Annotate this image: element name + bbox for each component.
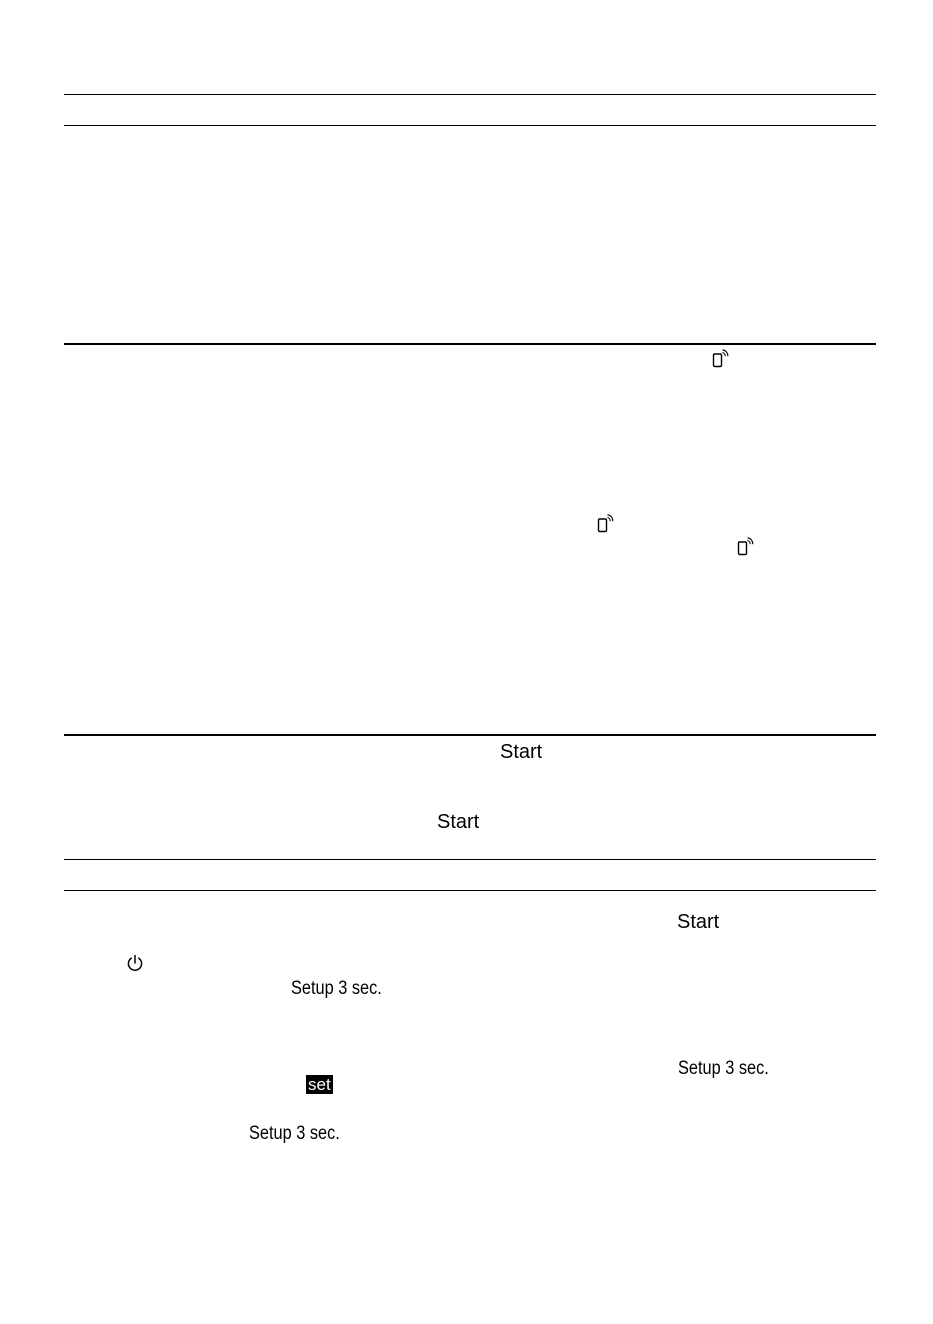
smartphone-wifi-icon — [737, 536, 755, 556]
start-label: Start — [500, 741, 543, 763]
section-rule-3 — [64, 343, 876, 345]
setup-3sec-label: Setup 3 sec. — [249, 1123, 340, 1144]
power-icon — [125, 953, 145, 973]
start-label: Start — [677, 911, 720, 933]
section-rule-6 — [64, 890, 876, 891]
setup-3sec-label: Setup 3 sec. — [291, 978, 382, 999]
section-rule-5 — [64, 859, 876, 860]
setup-3sec-label: Setup 3 sec. — [678, 1058, 769, 1079]
set-display-badge: set — [308, 1075, 331, 1094]
start-label: Start — [437, 811, 480, 833]
smartphone-wifi-icon — [712, 348, 730, 368]
section-rule-2 — [64, 125, 876, 126]
smartphone-wifi-icon — [597, 513, 615, 533]
section-rule-4 — [64, 734, 876, 736]
section-rule-1 — [64, 94, 876, 95]
